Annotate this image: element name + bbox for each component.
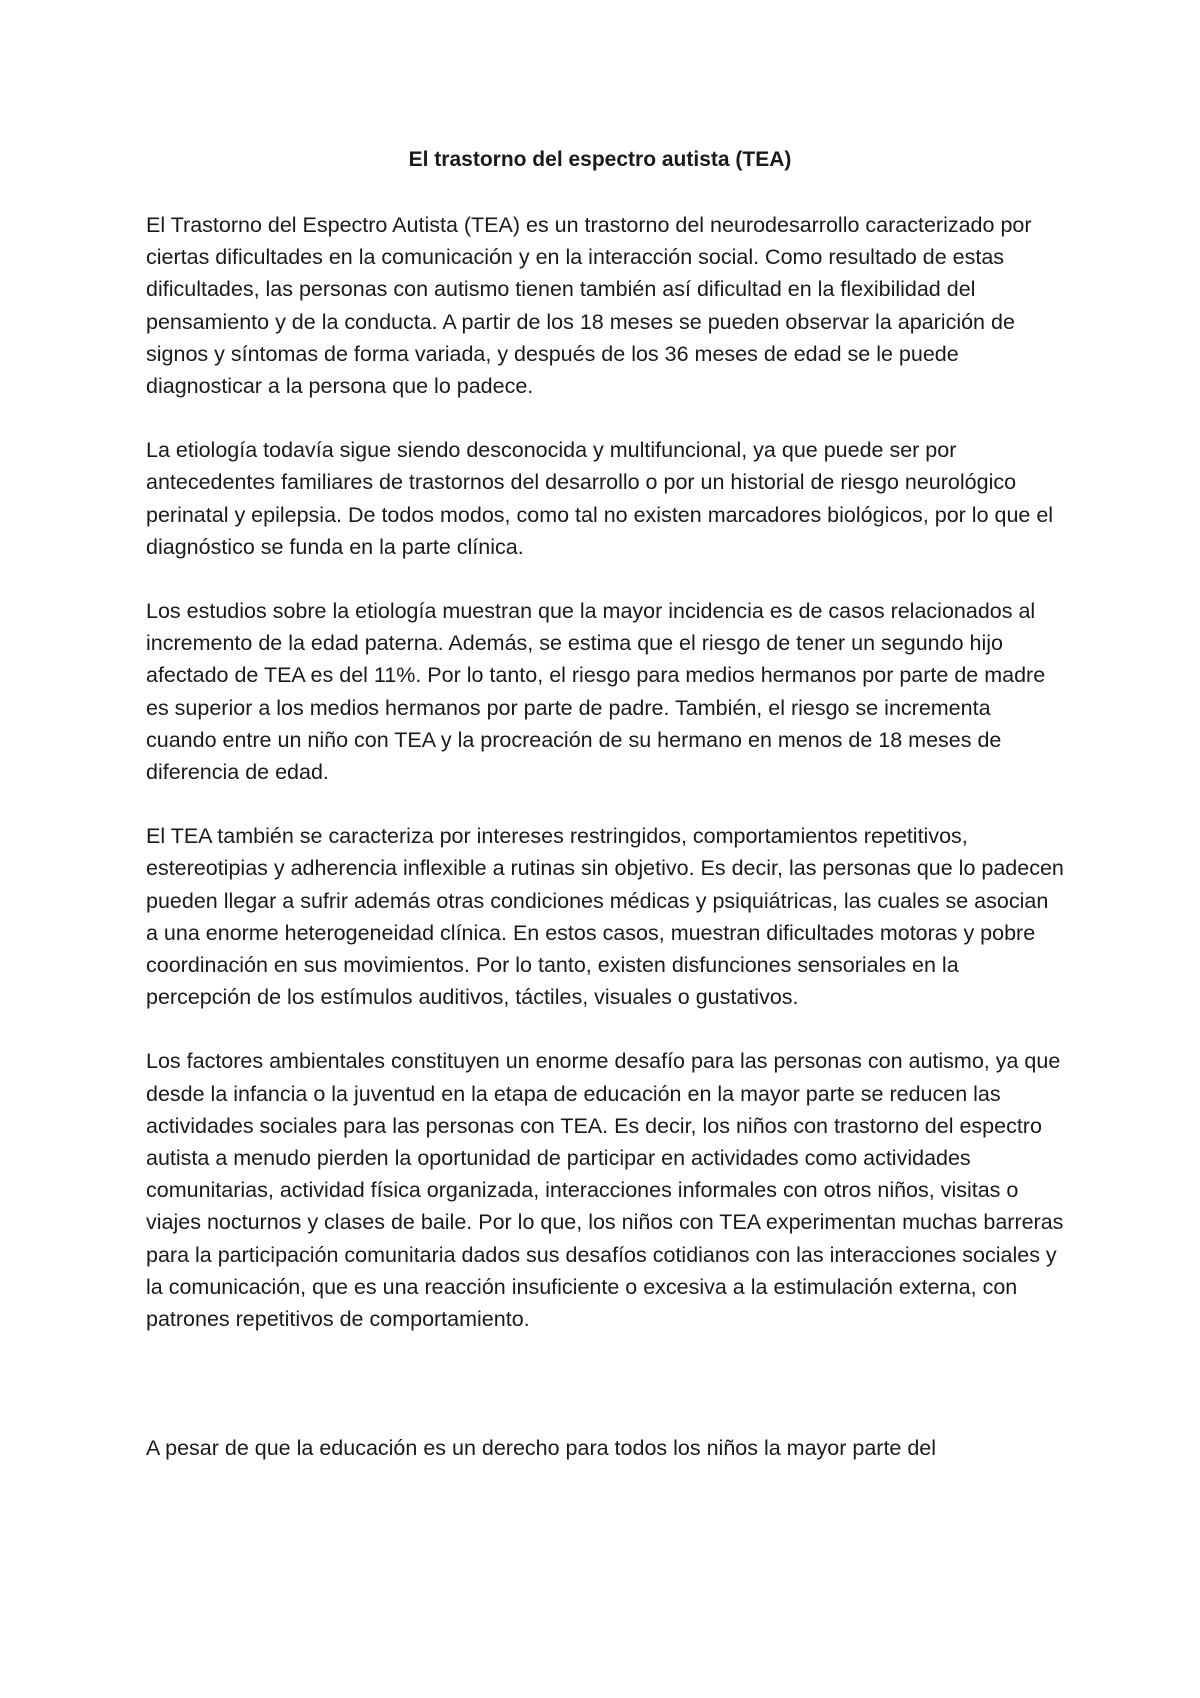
paragraph-4: El TEA también se caracteriza por intereses restringidos, comportamientos repetitivos, estereotipias y adherencia inflexible a rutinas sin objetivo. Es decir, las personas que lo padecen pueden llegar a sufrir además otras condiciones médicas y psiquiátricas, las cuales se asocian a una enorme heterogeneidad clínica. En estos casos, muestran dificultades motoras y pobre coordinación en sus movimientos. Por lo tanto, existen disfunciones sensoriales en la percepción de los estímulos auditivos, táctiles, visuales o gustativos.	[146, 824, 1064, 1010]
paragraph-2: La etiología todavía sigue siendo desconocida y multifuncional, ya que puede ser por antecedentes familiares de trastornos del desarrollo o por un historial de riesgo neurológico perinatal y epilepsia. De todos modos, como tal no existen marcadores biológicos, por lo que el diagnóstico se funda en la parte clínica.	[146, 438, 1054, 559]
paragraph-3: Los estudios sobre la etiología muestran que la mayor incidencia es de casos relacionados al incremento de la edad paterna. Además, se estima que el riesgo de tener un segundo hijo afectado de TEA es del 11%. Por lo tanto, el riesgo para medios hermanos por parte de madre es superior a los medios hermanos por parte de padre. También, el riesgo se incrementa cuando entre un niño con TEA y la procreación de su hermano en menos de 18 meses de diferencia de edad.	[146, 599, 1046, 785]
document-title: El trastorno del espectro autista (TEA)	[408, 148, 792, 171]
paragraph-6: A pesar de que la educación es un derecho para todos los niños la mayor parte del	[146, 1436, 937, 1461]
document-body	[146, 209, 1066, 1465]
paragraph-5: Los factores ambientales constituyen un enorme desafío para las personas con autismo, ya que desde la infancia o la juventud en la etapa de educación en la mayor parte se reducen las actividades sociales para las personas con TEA. Es decir, los niños con trastorno del espectro autista a menudo pierden la oportunidad de participar en actividades como actividades comunitarias, actividad física organizada, interacciones informales con otros niños, visitas o viajes nocturnos y clases de baile. Por lo que, los niños con TEA experimentan muchas barreras para la participación comunitaria dados sus desafíos cotidianos con las interacciones sociales y la comunicación, que es una reacción insuficiente o excesiva a la estimulación externa, con patrones repetitivos de comportamiento.	[146, 1049, 1064, 1332]
paragraph-1: El Trastorno del Espectro Autista (TEA) es un trastorno del neurodesarrollo caracterizado por ciertas dificultades en la comunicación y en la interacción social. Como resultado de estas dificultades, las personas con autismo tienen también así dificultad en la flexibilidad del pensamiento y de la conducta. A partir de los 18 meses se pueden observar la aparición de signos y síntomas de forma variada, y después de los 36 meses de edad se le puede diagnosticar a la persona que lo padece.	[146, 213, 1032, 399]
